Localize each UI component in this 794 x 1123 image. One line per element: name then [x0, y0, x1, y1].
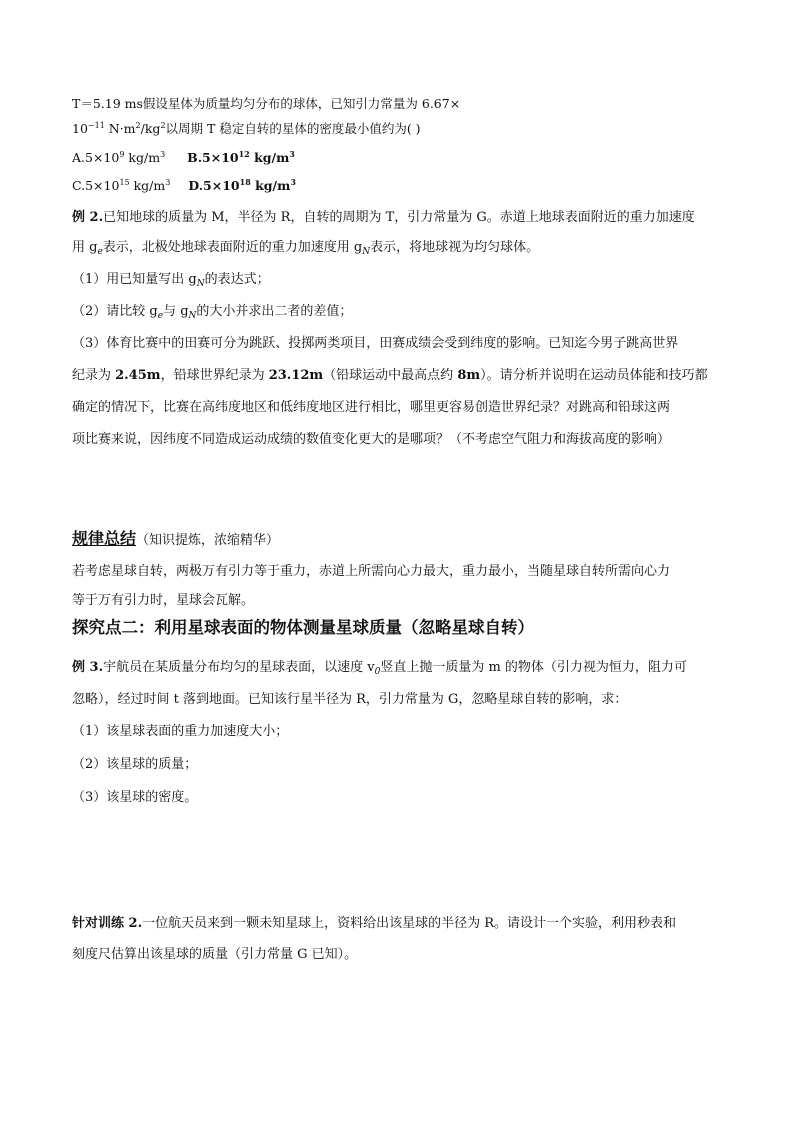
section-2-title	[72, 620, 534, 638]
superscript: 9	[119, 150, 125, 159]
text: （2）该星球的质量；	[72, 757, 198, 772]
example-2-question-1	[72, 272, 270, 292]
subscript: e	[157, 311, 164, 321]
example-3-question-1	[72, 724, 288, 740]
text: 表示，北极处地球表面附近的重力加速度用 g	[102, 240, 363, 255]
summary-line-2	[72, 593, 254, 609]
example-2-question-3-line-2	[72, 368, 708, 384]
subscript: N	[362, 247, 371, 257]
text: kg/m	[250, 178, 291, 193]
example-2-line-2	[72, 240, 539, 260]
options-row-cd	[72, 174, 296, 194]
option-a	[72, 150, 165, 165]
training-2-line-2	[72, 947, 357, 963]
text: （2）请比较 g	[72, 304, 158, 319]
text: A.5×10	[72, 150, 120, 165]
text: 竖直上抛一质量为 m 的物体（引力视为恒力，阻力可	[380, 660, 687, 675]
text: ）。请分析并说明在运动员体能和技巧都	[480, 368, 708, 383]
text: kg/m	[249, 150, 290, 165]
text: 确定的情况下，比赛在高纬度地区和低纬度地区进行相比，哪里更容易创造世界纪录？对跳高和铅球这两	[72, 400, 671, 415]
text: ，铅球世界纪录为	[160, 368, 269, 383]
text: 用 g	[72, 240, 98, 255]
text: 纪录为	[72, 368, 116, 383]
text: kg/m	[124, 150, 161, 165]
subscript: N	[196, 279, 205, 289]
superscript: 3	[165, 178, 171, 187]
subscript: e	[97, 247, 103, 257]
superscript: 3	[160, 150, 166, 159]
text: 表示，将地球视为均匀球体。	[370, 240, 540, 255]
text: N·m	[104, 121, 136, 136]
example-2-question-3-line-4	[72, 432, 670, 448]
high-jump-record: 2.45m	[115, 368, 161, 383]
text: （铅球运动中最高点约	[323, 368, 458, 383]
option-c	[72, 178, 170, 193]
text: （1）用已知量写出 g	[72, 272, 197, 287]
shot-put-record: 23.12m	[268, 368, 324, 383]
superscript: −11	[87, 121, 105, 130]
text: 忽略），经过时间 t 落到地面。已知该行星半径为 R，引力常量为 G，忽略星球自转的影响，求：	[72, 692, 628, 707]
subscript: N	[188, 311, 197, 321]
option-b	[187, 150, 295, 165]
text: （1）该星球表面的重力加速度大小；	[72, 724, 289, 739]
text: 10	[72, 121, 88, 136]
options-row-ab	[72, 146, 295, 166]
superscript: 2	[135, 121, 141, 130]
example-2-question-3-line-3	[72, 400, 670, 416]
example-label: 例 3.	[72, 660, 104, 675]
text: 等于万有引力时，星球会瓦解。	[72, 593, 255, 608]
example-3-line-2	[72, 692, 627, 708]
superscript: 18	[239, 177, 251, 187]
problem-stem-line-1	[72, 96, 460, 112]
example-2-question-3-line-1	[72, 336, 678, 352]
text: （3）该星球的密度。	[72, 790, 198, 805]
peak-height: 8m	[457, 368, 481, 383]
example-3-line-1	[72, 660, 687, 680]
text: 已知地球的质量为 M，半径为 R，自转的周期为 T，引力常量为 G。赤道上地球表面附近的重力加速度	[103, 210, 695, 225]
text: B.5×10	[187, 150, 239, 165]
text: T＝5.19 ms假设星体为质量均匀分布的球体，已知引力常量为 6.67×	[72, 96, 461, 111]
superscript: 3	[289, 149, 295, 159]
text: 一位航天员来到一颗未知星球上，资料给出该星球的半径为 R。请设计一个实验，利用秒表和	[142, 916, 677, 931]
text: 宇航员在某质量分布均匀的星球表面，以速度 v	[103, 660, 375, 675]
text: 的表达式；	[204, 272, 270, 287]
training-label: 针对训练 2.	[72, 916, 143, 931]
text: 若考虑星球自转，两极万有引力等于重力，赤道上所需向心力最大，重力最小，当随星球自转所需向心力	[72, 564, 671, 579]
problem-stem-line-2	[72, 118, 421, 137]
summary-heading	[72, 531, 279, 549]
option-d	[188, 178, 296, 193]
example-label: 例 2.	[72, 210, 104, 225]
text: 项比赛来说，因纬度不同造成运动成绩的数值变化更大的是哪项？（不考虑空气阻力和海拔高度的影响）	[72, 432, 671, 447]
summary-line-1	[72, 564, 670, 580]
example-2-question-2	[72, 304, 352, 324]
text: C.5×10	[72, 178, 120, 193]
summary-title: 规律总结	[72, 529, 137, 548]
example-2-line-1	[72, 210, 695, 226]
text: 以周期 T 稳定自转的星体的密度最小值约为( )	[165, 121, 421, 136]
text: 与 g	[163, 304, 189, 319]
superscript: 3	[290, 177, 296, 187]
text: （3）体育比赛中的田赛可分为跳跃、投掷两类项目，田赛成绩会受到纬度的影响。已知迄今男子跳高世界	[72, 336, 679, 351]
superscript: 12	[238, 149, 250, 159]
subscript: 0	[374, 667, 381, 677]
text: 的大小并求出二者的差值；	[196, 304, 353, 319]
training-2-line-1	[72, 916, 676, 932]
text: kg/m	[129, 178, 166, 193]
text: D.5×10	[188, 178, 240, 193]
example-3-question-3	[72, 790, 197, 806]
example-3-question-2	[72, 757, 197, 773]
text: /kg	[140, 121, 161, 136]
summary-note: （知识提炼，浓缩精华）	[136, 533, 280, 548]
section-title: 探究点二：利用星球表面的物体测量星球质量（忽略星球自转）	[72, 618, 534, 637]
superscript: 2	[160, 121, 166, 130]
superscript: 15	[119, 178, 130, 187]
text: 刻度尺估算出该星球的质量（引力常量 G 已知）。	[72, 947, 358, 962]
